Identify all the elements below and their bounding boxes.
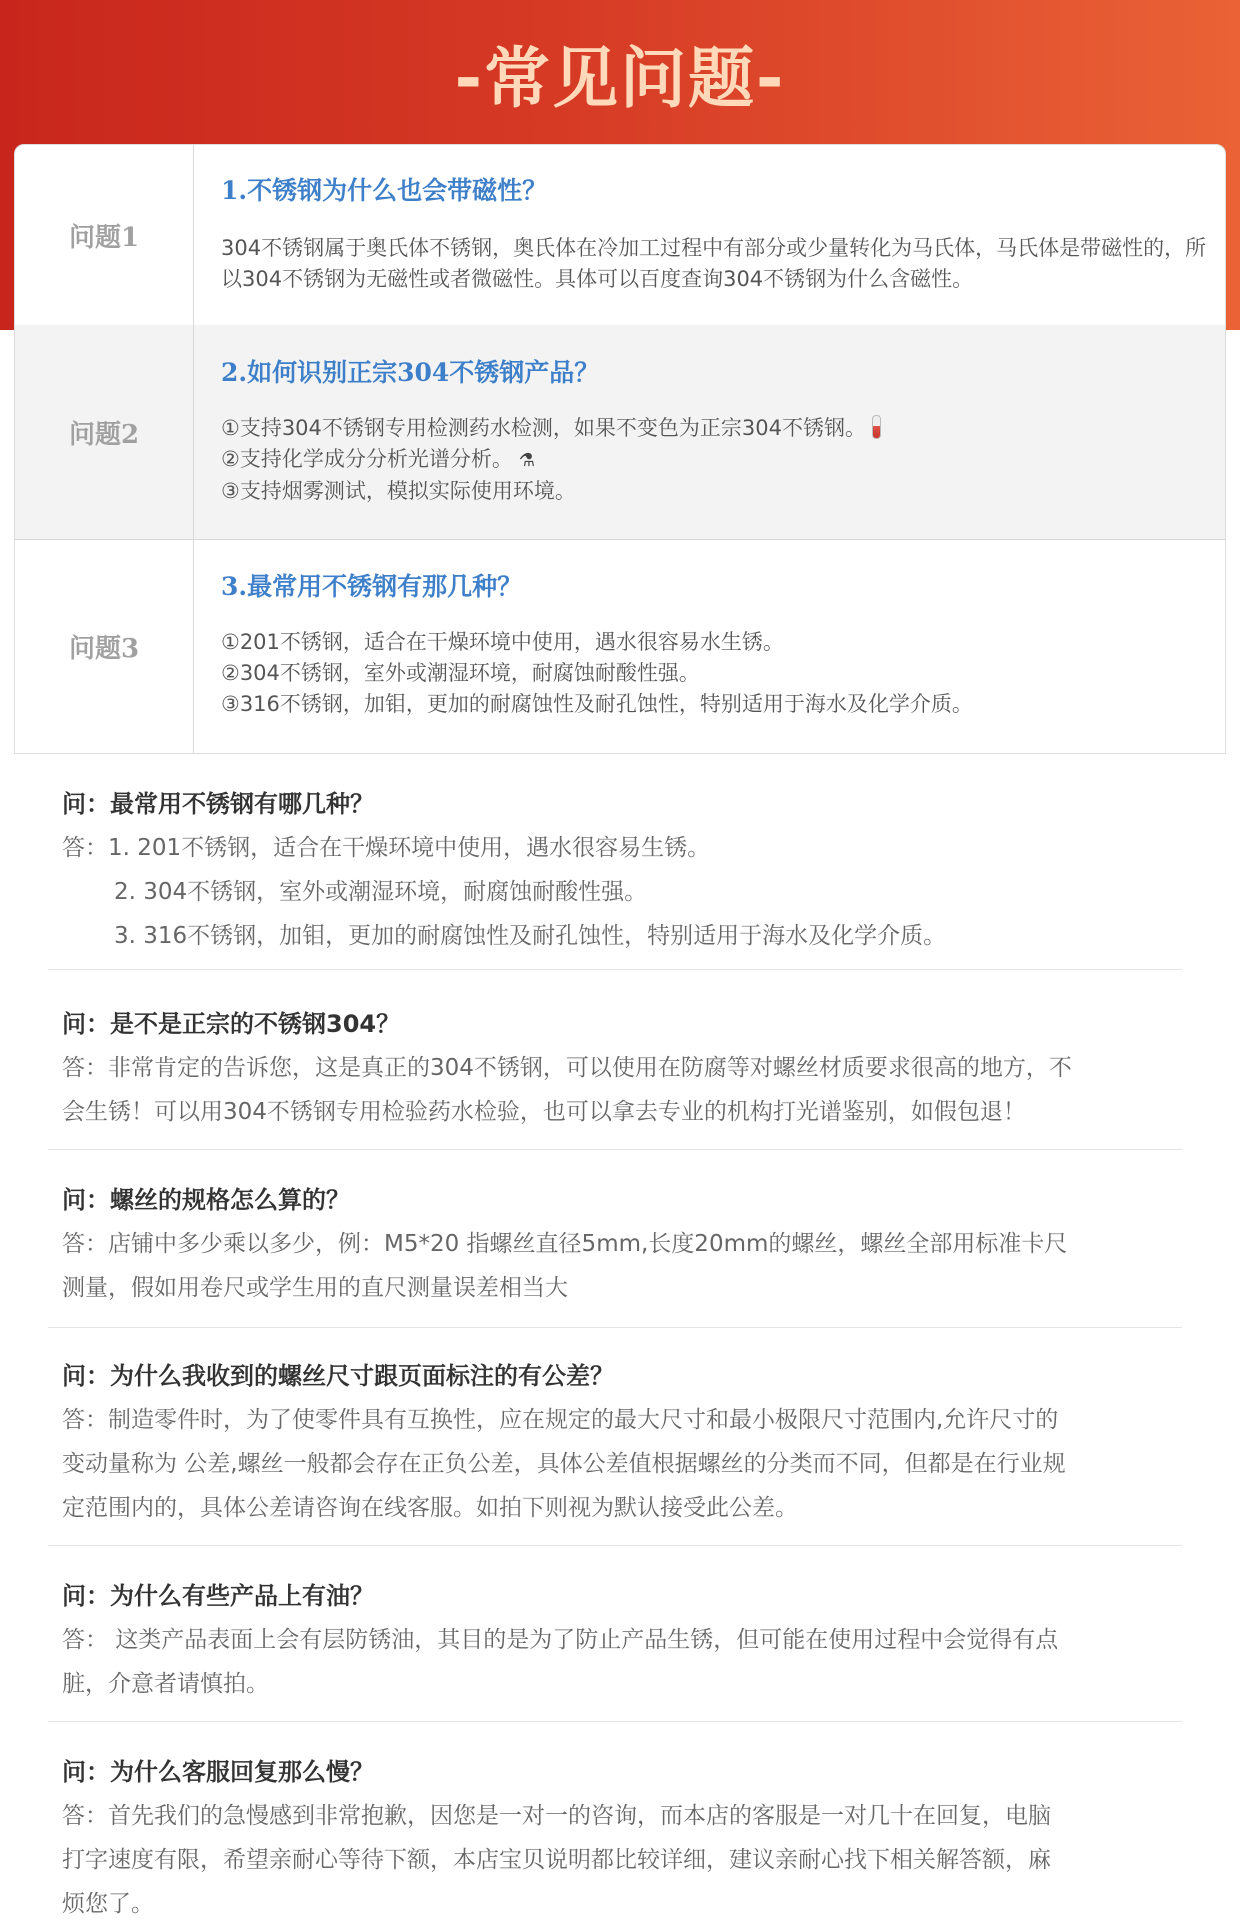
row-label: 问题1 [15, 145, 194, 325]
answer-line: ①201不锈钢，适合在干燥环境中使用，遇水很容易水生锈。 [221, 630, 784, 654]
divider [48, 1545, 1182, 1546]
answer-line: 答：1. 201不锈钢，适合在干燥环境中使用，遇水很容易生锈。 [62, 835, 711, 861]
faq-question: 问：为什么客服回复那么慢？ [62, 1758, 374, 1786]
answer-line: 打字速度有限，希望亲耐心等待下额，本店宝贝说明都比较详细，建议亲耐心找下相关解答额，麻 [62, 1847, 1051, 1873]
answer-line: 答：首先我们的急慢感到非常抱歉，因您是一对一的咨询，而本店的客服是一对几十在回复，电脑 [62, 1803, 1051, 1829]
row-answer [221, 627, 1213, 720]
answer-line: 烦您了。 [62, 1891, 154, 1917]
answer-line: 答：非常肯定的告诉您，这是真正的304不锈钢，可以使用在防腐等对螺丝材质要求很高的地方，不 [62, 1055, 1072, 1081]
faq-item-2 [62, 1002, 1182, 1134]
answer-line-text: ①支持304不锈钢专用检测药水检测，如果不变色为正宗304不锈钢。 [221, 416, 866, 440]
answer-line: ②304不锈钢，室外或潮湿环境，耐腐蚀耐酸性强。 [221, 661, 700, 685]
answer-line: 答： 这类产品表面上会有层防锈油，其目的是为了防止产品生锈，但可能在使用过程中会觉得有点 [62, 1627, 1059, 1653]
divider [48, 969, 1182, 970]
divider [48, 1327, 1182, 1328]
faq-table-row-1 [15, 145, 1225, 326]
page-title: -常见问题- [454, 40, 786, 117]
row-question: 3.最常用不锈钢有那几种？ [221, 572, 523, 601]
thermometer-icon [872, 415, 881, 439]
faq-table-row-2 [15, 325, 1225, 540]
answer-line: 会生锈！可以用304不锈钢专用检验药水检验，也可以拿去专业的机构打光谱鉴别，如假包退！ [62, 1099, 1026, 1125]
faq-question: 问：为什么我收到的螺丝尺寸跟页面标注的有公差？ [62, 1362, 614, 1390]
faq-answer [62, 1618, 1182, 1706]
faq-table [14, 144, 1226, 754]
faq-item-6 [62, 1750, 1182, 1926]
faq-item-4 [62, 1354, 1182, 1530]
row-label: 问题3 [15, 539, 194, 753]
divider [48, 1721, 1182, 1722]
faq-answer [62, 1222, 1182, 1310]
faq-item-3 [62, 1178, 1182, 1310]
faq-item-5 [62, 1574, 1182, 1706]
answer-line: 测量，假如用卷尺或学生用的直尺测量误差相当大 [62, 1275, 568, 1301]
answer-line: ③316不锈钢，加钼，更加的耐腐蚀性及耐孔蚀性，特别适用于海水及化学介质。 [221, 692, 973, 716]
faq-question: 问：为什么有些产品上有油？ [62, 1582, 374, 1610]
answer-line [221, 413, 1213, 444]
answer-line: 3. 316不锈钢，加钼，更加的耐腐蚀性及耐孔蚀性，特别适用于海水及化学介质。 [114, 923, 947, 949]
answer-line: 脏，介意者请慎拍。 [62, 1671, 269, 1697]
answer-line: 变动量称为 公差,螺丝一般都会存在正负公差，具体公差值根据螺丝的分类而不同，但都是在行业规 [62, 1451, 1066, 1477]
answer-line: 定范围内的，具体公差请咨询在线客服。如拍下则视为默认接受此公差。 [62, 1495, 798, 1521]
row-label: 问题2 [15, 325, 194, 539]
row-question: 2.如何识别正宗304不锈钢产品？ [221, 358, 600, 387]
faq-answer [62, 1794, 1182, 1926]
answer-line: 2. 304不锈钢，室外或潮湿环境，耐腐蚀耐酸性强。 [114, 879, 648, 905]
answer-line: 304不锈钢属于奥氏体不锈钢，奥氏体在冷加工过程中有部分或少量转化为马氏体，马氏体是带磁性的，所以304不锈钢为无磁性或者微磁性。具体可以百度查询304不锈钢为什么含磁性。 [221, 236, 1207, 291]
faq-question: 问：螺丝的规格怎么算的？ [62, 1186, 350, 1214]
row-question: 1.不锈钢为什么也会带磁性？ [221, 176, 548, 205]
row-answer [221, 413, 1213, 507]
faq-item-1 [62, 782, 1182, 958]
faq-question: 问：最常用不锈钢有哪几种？ [62, 790, 374, 818]
answer-line [221, 444, 1213, 476]
answer-line: 答：制造零件时，为了使零件具有互换性，应在规定的最大尺寸和最小极限尺寸范围内,允许尺寸的 [62, 1407, 1059, 1433]
answer-line: ③支持烟雾测试，模拟实际使用环境。 [221, 479, 576, 503]
divider [48, 1149, 1182, 1150]
faq-answer [62, 1046, 1182, 1134]
faq-table-row-3 [15, 539, 1225, 753]
faq-answer [62, 1398, 1182, 1530]
faq-question: 问：是不是正宗的不锈钢304？ [62, 1010, 401, 1038]
faq-answer [62, 826, 1182, 958]
answer-line-text: ②支持化学成分分析光谱分析。 [221, 447, 513, 471]
row-answer [221, 233, 1213, 295]
answer-line: 答：店铺中多少乘以多少，例：M5*20 指螺丝直径5mm,长度20mm的螺丝，螺丝全部用标准卡尺 [62, 1231, 1068, 1257]
microscope-icon: ⚗ [518, 450, 535, 471]
